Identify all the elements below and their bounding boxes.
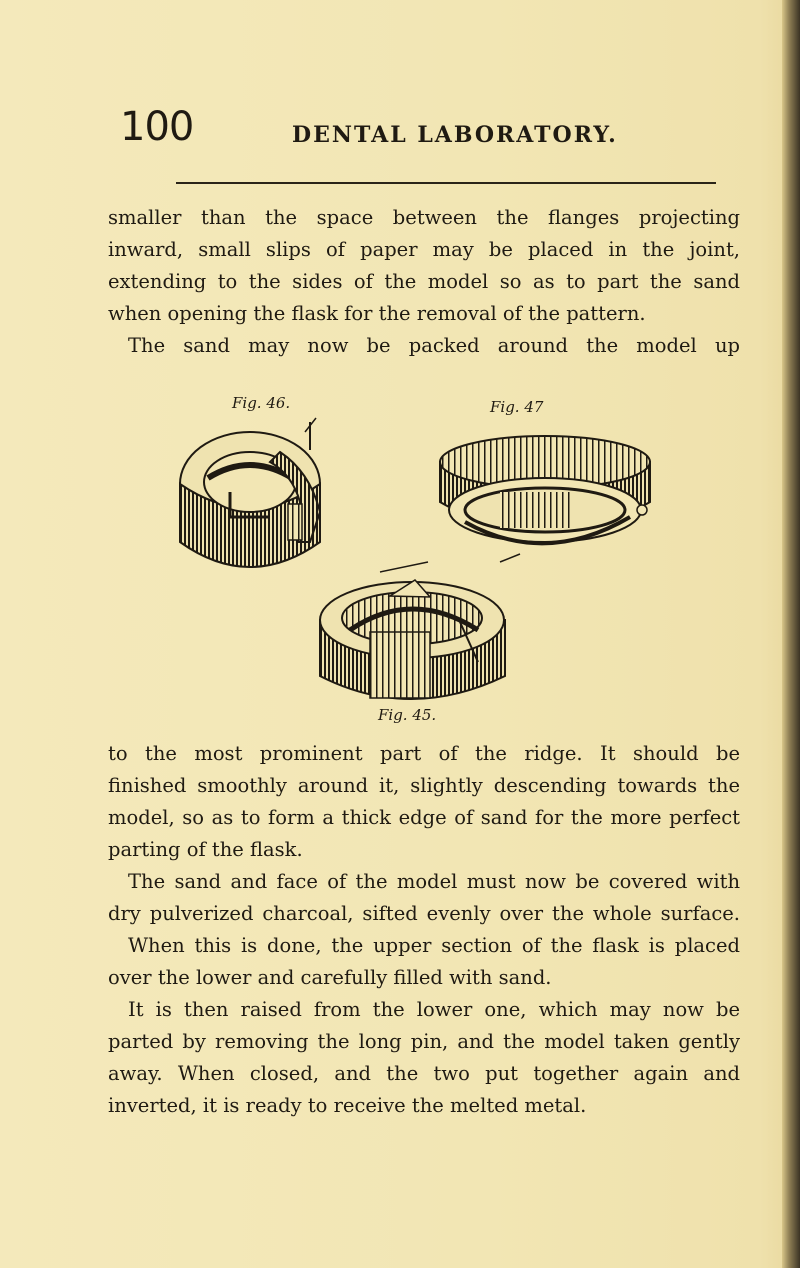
fig-46-flask [180, 418, 320, 567]
text-line: parted by removing the long pin, and the model taken gently [108, 1030, 740, 1053]
running-title: DENTAL LABORATORY. [292, 122, 618, 148]
text-line: The sand and face of the model must now be covered with [128, 870, 740, 893]
text-line: smaller than the space between the flanges projecting [108, 206, 740, 229]
text-line: inverted, it is ready to receive the melted metal. [108, 1094, 587, 1117]
paragraph-1 [108, 202, 740, 362]
fig-45-label: Fig. 45. [378, 706, 437, 724]
page-edge [782, 0, 800, 1268]
text-line: The sand may now be packed around the model up [128, 334, 740, 357]
fig-47-label: Fig. 47 [490, 398, 544, 416]
flask-drawing [160, 392, 680, 726]
text-line: to the most prominent part of the ridge. It should be [108, 742, 740, 765]
text-line: away. When closed, and the two put together again and [108, 1062, 740, 1085]
text-line: over the lower and carefully filled with sand. [108, 966, 552, 989]
flask-illustration [160, 392, 680, 726]
header-rule [176, 182, 716, 184]
text-line: extending to the sides of the model so as to part the sand [108, 270, 740, 293]
paragraph-2 [108, 738, 740, 1122]
fig-47-ring [440, 436, 650, 562]
text-line: inward, small slips of paper may be placed in the joint, [108, 238, 740, 261]
page-header [0, 104, 800, 154]
text-line: When this is done, the upper section of the flask is placed [128, 934, 740, 957]
text-line: dry pulverized charcoal, sifted evenly over the whole surface. [108, 902, 740, 925]
text-line: parting of the flask. [108, 838, 303, 861]
text-line: when opening the flask for the removal of the pattern. [108, 302, 646, 325]
text-line: It is then raised from the lower one, which may now be [128, 998, 740, 1021]
page-number: 100 [120, 104, 194, 150]
text-line: model, so as to form a thick edge of sand for the more perfect [108, 806, 740, 829]
text-line: finished smoothly around it, slightly descending towards the [108, 774, 740, 797]
fig-46-label: Fig. 46. [232, 394, 291, 412]
fig-45-flask [320, 562, 505, 699]
